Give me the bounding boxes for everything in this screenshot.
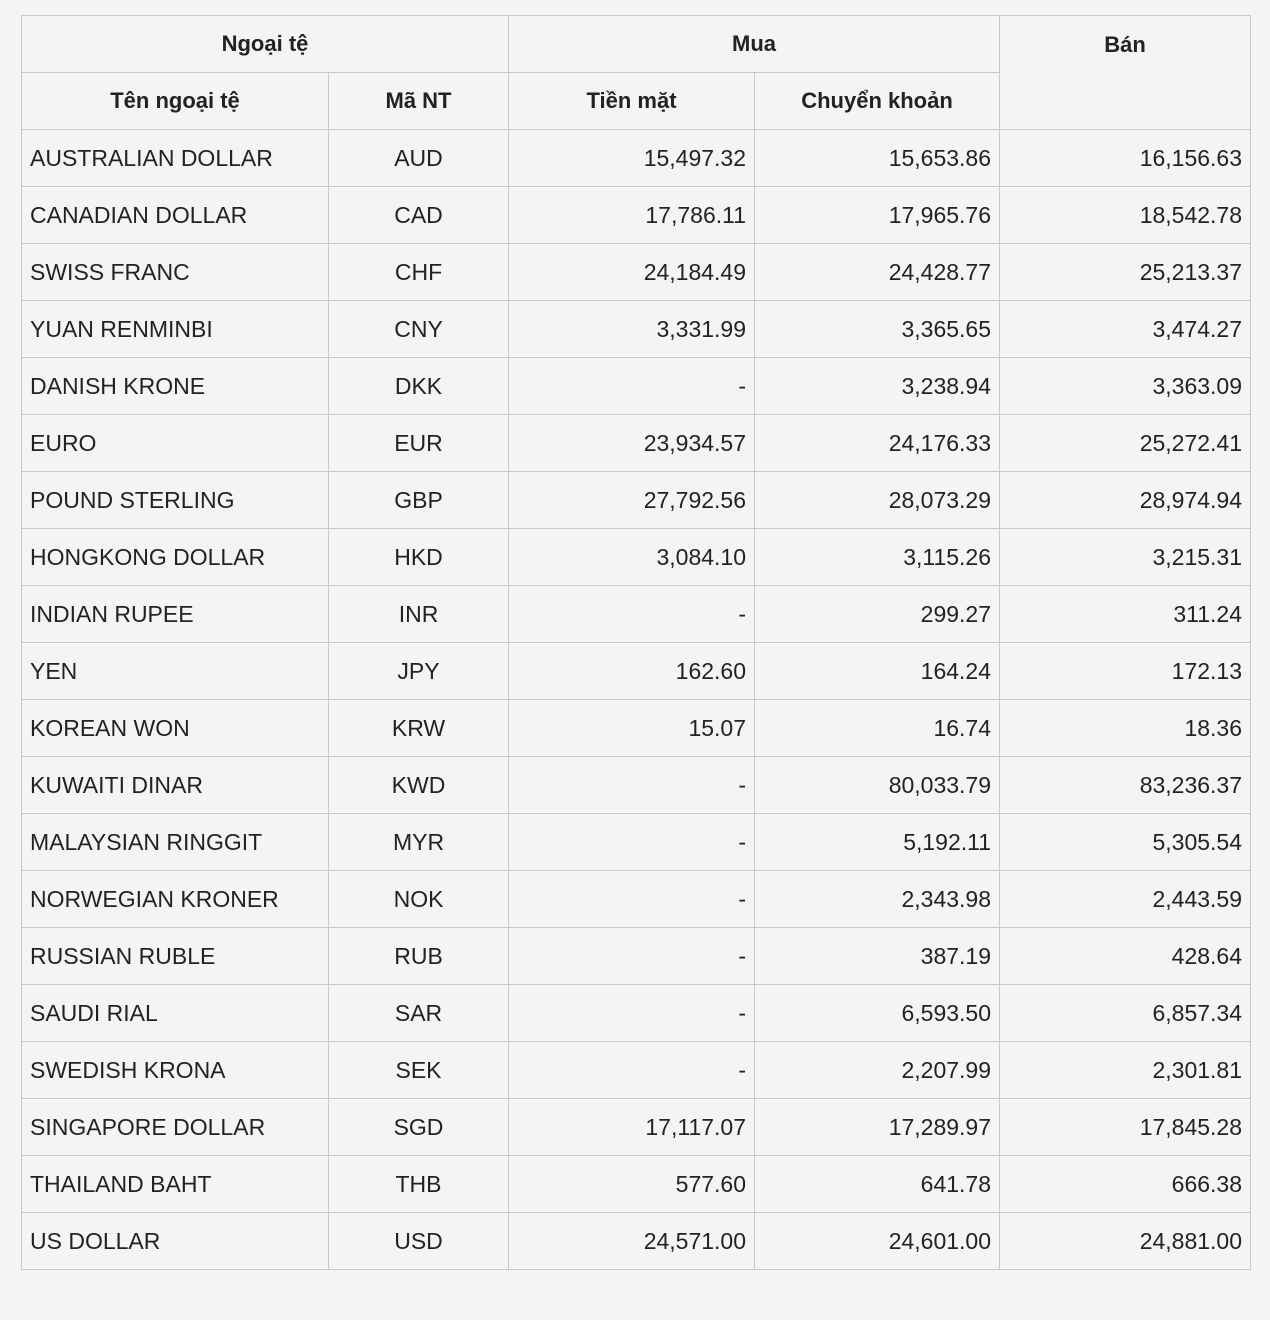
currency-code-cell: CNY (329, 301, 509, 358)
currency-code-cell: USD (329, 1213, 509, 1270)
currency-code-cell: KRW (329, 700, 509, 757)
table-row (22, 985, 1251, 1042)
currency-code-cell: MYR (329, 814, 509, 871)
buy-transfer-cell: 641.78 (755, 1156, 1000, 1213)
buy-cash-cell: 577.60 (509, 1156, 755, 1213)
sell-cell: 5,305.54 (1000, 814, 1251, 871)
buy-transfer-cell: 5,192.11 (755, 814, 1000, 871)
currency-name-cell: CANADIAN DOLLAR (22, 187, 329, 244)
table-row (22, 1213, 1251, 1270)
table-row (22, 814, 1251, 871)
currency-code-cell: CAD (329, 187, 509, 244)
currency-name-cell: AUSTRALIAN DOLLAR (22, 130, 329, 187)
buy-cash-cell: 17,117.07 (509, 1099, 755, 1156)
buy-cash-cell: - (509, 985, 755, 1042)
buy-transfer-cell: 24,428.77 (755, 244, 1000, 301)
buy-cash-cell: 3,084.10 (509, 529, 755, 586)
currency-name-cell: YEN (22, 643, 329, 700)
buy-cash-cell: 15.07 (509, 700, 755, 757)
currency-code-cell: CHF (329, 244, 509, 301)
sell-cell: 25,272.41 (1000, 415, 1251, 472)
header-foreign-currency: Ngoại tệ (22, 16, 509, 73)
table-row (22, 130, 1251, 187)
buy-transfer-cell: 24,601.00 (755, 1213, 1000, 1270)
buy-transfer-cell: 164.24 (755, 643, 1000, 700)
table-header (22, 16, 1251, 130)
currency-name-cell: THAILAND BAHT (22, 1156, 329, 1213)
buy-transfer-cell: 3,365.65 (755, 301, 1000, 358)
header-cash: Tiền mặt (509, 73, 755, 130)
table-row (22, 358, 1251, 415)
currency-name-cell: MALAYSIAN RINGGIT (22, 814, 329, 871)
table-row (22, 529, 1251, 586)
buy-transfer-cell: 6,593.50 (755, 985, 1000, 1042)
buy-cash-cell: 15,497.32 (509, 130, 755, 187)
buy-cash-cell: 17,786.11 (509, 187, 755, 244)
table-row (22, 1099, 1251, 1156)
table-row (22, 301, 1251, 358)
sell-cell: 3,474.27 (1000, 301, 1251, 358)
header-currency-code: Mã NT (329, 73, 509, 130)
sell-cell: 25,213.37 (1000, 244, 1251, 301)
header-sell: Bán (1000, 16, 1251, 130)
currency-name-cell: INDIAN RUPEE (22, 586, 329, 643)
currency-name-cell: SAUDI RIAL (22, 985, 329, 1042)
sell-cell: 311.24 (1000, 586, 1251, 643)
sell-cell: 2,443.59 (1000, 871, 1251, 928)
buy-cash-cell: 24,184.49 (509, 244, 755, 301)
table-row (22, 1042, 1251, 1099)
table-row (22, 586, 1251, 643)
currency-code-cell: JPY (329, 643, 509, 700)
buy-cash-cell: 23,934.57 (509, 415, 755, 472)
header-currency-name: Tên ngoại tệ (22, 73, 329, 130)
exchange-rate-table (21, 15, 1251, 1270)
table-body (22, 130, 1251, 1270)
buy-cash-cell: - (509, 1042, 755, 1099)
buy-transfer-cell: 17,965.76 (755, 187, 1000, 244)
currency-name-cell: SWISS FRANC (22, 244, 329, 301)
currency-name-cell: KUWAITI DINAR (22, 757, 329, 814)
currency-code-cell: EUR (329, 415, 509, 472)
currency-code-cell: RUB (329, 928, 509, 985)
buy-transfer-cell: 16.74 (755, 700, 1000, 757)
currency-name-cell: SINGAPORE DOLLAR (22, 1099, 329, 1156)
buy-cash-cell: - (509, 586, 755, 643)
buy-cash-cell: - (509, 871, 755, 928)
buy-transfer-cell: 28,073.29 (755, 472, 1000, 529)
sell-cell: 18,542.78 (1000, 187, 1251, 244)
header-buy: Mua (509, 16, 1000, 73)
currency-code-cell: SEK (329, 1042, 509, 1099)
buy-transfer-cell: 299.27 (755, 586, 1000, 643)
currency-code-cell: SGD (329, 1099, 509, 1156)
sell-cell: 17,845.28 (1000, 1099, 1251, 1156)
currency-code-cell: INR (329, 586, 509, 643)
buy-cash-cell: 162.60 (509, 643, 755, 700)
currency-code-cell: HKD (329, 529, 509, 586)
sell-cell: 3,363.09 (1000, 358, 1251, 415)
sell-cell: 172.13 (1000, 643, 1251, 700)
currency-name-cell: RUSSIAN RUBLE (22, 928, 329, 985)
buy-transfer-cell: 17,289.97 (755, 1099, 1000, 1156)
table-row (22, 415, 1251, 472)
header-row-group (22, 16, 1251, 73)
table-row (22, 928, 1251, 985)
table-row (22, 244, 1251, 301)
sell-cell: 666.38 (1000, 1156, 1251, 1213)
buy-cash-cell: - (509, 928, 755, 985)
buy-transfer-cell: 80,033.79 (755, 757, 1000, 814)
buy-cash-cell: 3,331.99 (509, 301, 755, 358)
currency-code-cell: NOK (329, 871, 509, 928)
currency-name-cell: YUAN RENMINBI (22, 301, 329, 358)
currency-code-cell: THB (329, 1156, 509, 1213)
sell-cell: 3,215.31 (1000, 529, 1251, 586)
currency-code-cell: SAR (329, 985, 509, 1042)
table-row (22, 187, 1251, 244)
currency-name-cell: EURO (22, 415, 329, 472)
table-row (22, 700, 1251, 757)
buy-transfer-cell: 3,238.94 (755, 358, 1000, 415)
table-row (22, 1156, 1251, 1213)
buy-cash-cell: - (509, 358, 755, 415)
sell-cell: 28,974.94 (1000, 472, 1251, 529)
buy-transfer-cell: 2,207.99 (755, 1042, 1000, 1099)
buy-transfer-cell: 24,176.33 (755, 415, 1000, 472)
sell-cell: 2,301.81 (1000, 1042, 1251, 1099)
currency-code-cell: AUD (329, 130, 509, 187)
table-row (22, 871, 1251, 928)
table-row (22, 472, 1251, 529)
currency-code-cell: GBP (329, 472, 509, 529)
sell-cell: 18.36 (1000, 700, 1251, 757)
buy-transfer-cell: 2,343.98 (755, 871, 1000, 928)
currency-name-cell: SWEDISH KRONA (22, 1042, 329, 1099)
currency-code-cell: DKK (329, 358, 509, 415)
buy-cash-cell: - (509, 814, 755, 871)
currency-name-cell: US DOLLAR (22, 1213, 329, 1270)
currency-name-cell: NORWEGIAN KRONER (22, 871, 329, 928)
buy-cash-cell: 27,792.56 (509, 472, 755, 529)
currency-code-cell: KWD (329, 757, 509, 814)
currency-name-cell: KOREAN WON (22, 700, 329, 757)
buy-cash-cell: 24,571.00 (509, 1213, 755, 1270)
header-transfer: Chuyển khoản (755, 73, 1000, 130)
sell-cell: 16,156.63 (1000, 130, 1251, 187)
currency-name-cell: POUND STERLING (22, 472, 329, 529)
buy-transfer-cell: 15,653.86 (755, 130, 1000, 187)
table-row (22, 643, 1251, 700)
table-row (22, 757, 1251, 814)
buy-transfer-cell: 387.19 (755, 928, 1000, 985)
sell-cell: 24,881.00 (1000, 1213, 1251, 1270)
buy-transfer-cell: 3,115.26 (755, 529, 1000, 586)
sell-cell: 6,857.34 (1000, 985, 1251, 1042)
buy-cash-cell: - (509, 757, 755, 814)
sell-cell: 428.64 (1000, 928, 1251, 985)
sell-cell: 83,236.37 (1000, 757, 1251, 814)
currency-name-cell: DANISH KRONE (22, 358, 329, 415)
currency-name-cell: HONGKONG DOLLAR (22, 529, 329, 586)
